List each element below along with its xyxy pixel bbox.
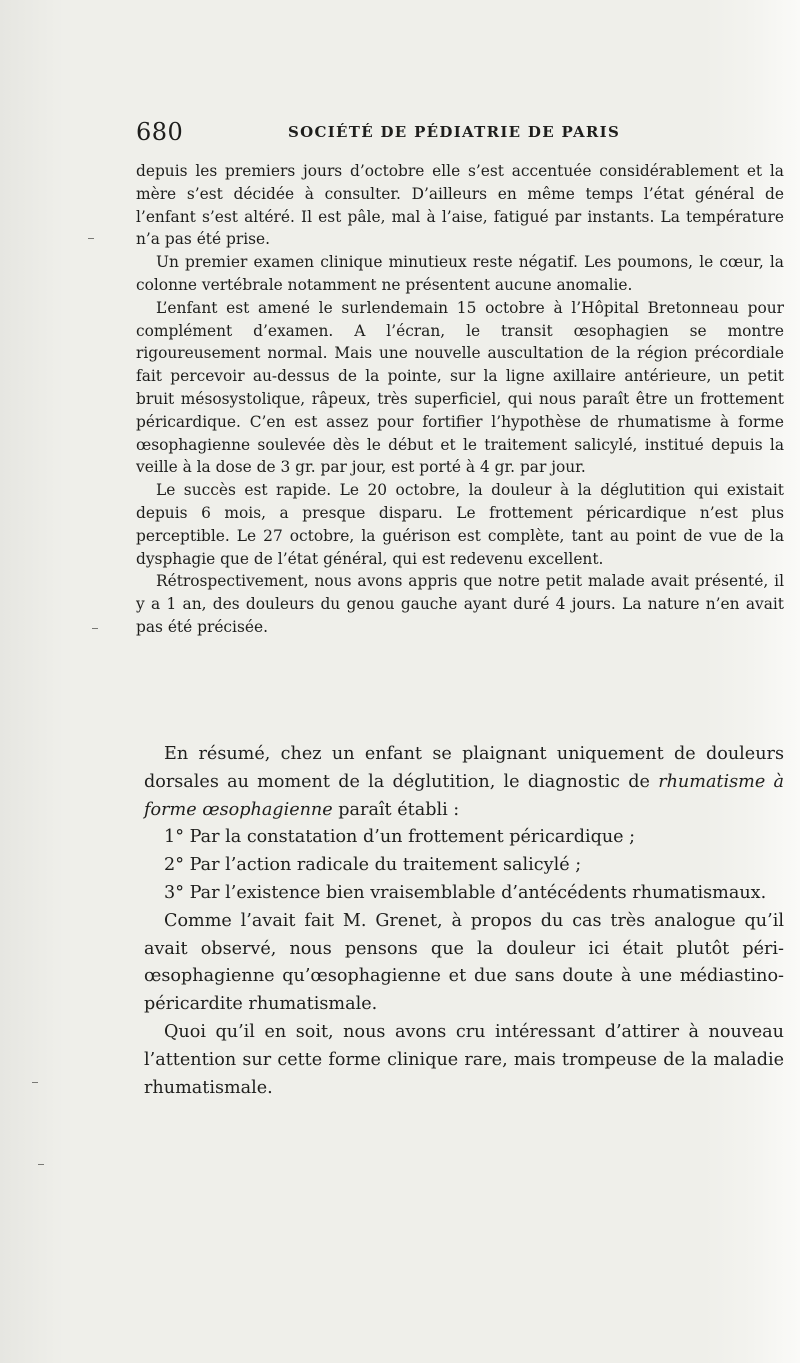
summary-end: paraît établi : (332, 799, 460, 820)
paragraph-retrospective: Rétrospectivement, nous avons appris que notre petit malade avait présenté, il y a 1 an, des douleurs du genou gauche ayant duré 4 jours. La nature n’en avait pas été précisée. (136, 572, 784, 636)
paragraph-final: Quoi qu’il en soit, nous avons cru intéressant d’attirer à nouveau l’attention sur cette forme clinique rare, mais trompeuse de la maladie rhumatismale. (144, 1021, 784, 1098)
paragraph-continuation: depuis les premiers jours d’octobre elle s’est accentuée considérablement et la mère s’est décidée à consulter. D’ailleurs en même temps l’état général de l’enfant s’est altéré. Il est pâle, mal à l’aise, fatigué par instants. La température n’a pas été prise. (136, 162, 784, 249)
summary-italic-term: rhumatisme à forme œsophagienne (144, 771, 784, 820)
margin-mark (88, 238, 94, 239)
paragraph-hospital: L’enfant est amené le surlendemain 15 octobre à l’Hôpital Bretonneau pour complément d’examen. A l’écran, le transit œsophagien se montre rigoureusement normal. Mais une nouvelle auscultation de la région précordiale fait percevoir au-dessus de la pointe, sur la ligne axillaire antérieure, un petit bruit mésosystolique, râpeux, très superficiel, qui nous paraît être un frottement péricardique. C’en est assez pour fortifier l’hypothèse de rhumatisme à forme œsophagienne soulevée dès le début et le traitement salicylé, institué depuis la veille à la dose de 3 gr. par jour, est porté à 4 gr. par jour. (136, 298, 784, 477)
paragraph-examination: Un premier examen clinique minutieux reste négatif. Les poumons, le cœur, la colonne vertébrale notamment ne présentent aucune anomalie. (136, 253, 784, 294)
margin-mark (92, 628, 98, 629)
page-header (136, 118, 784, 148)
conclusion-text (144, 741, 784, 1102)
summary-start: En résumé, chez un enfant se plaignant uniquement de douleurs dorsales au moment de la déglutition, le diagnostic de (144, 744, 784, 792)
page-number: 680 (136, 118, 184, 146)
margin-mark (38, 1164, 44, 1165)
paragraph-success: Le succès est rapide. Le 20 octobre, la douleur à la déglutition qui existait depuis 6 mois, a presque disparu. Le frottement péricardique n’est plus perceptible. Le 27 octobre, la guérison est complète, tant au point de vue de la dysphagie que de l’état général, qui est redevenu excellent. (136, 481, 784, 568)
list-item-1: 1° Par la constatation d’un frottement péricardique ; (164, 827, 636, 848)
list-item-3: 3° Par l’existence bien vraisemblable d’antécédents rhumatismaux. (164, 882, 767, 903)
running-head: SOCIÉTÉ DE PÉDIATRIE DE PARIS (288, 123, 621, 141)
margin-mark (32, 1082, 38, 1083)
case-report-text (136, 160, 784, 639)
summary-paragraph (144, 741, 784, 824)
paragraph-grenet: Comme l’avait fait M. Grenet, à propos du cas très analogue qu’il avait observé, nous pensons que la douleur ici était plutôt péri-œsophagienne qu’œsophagienne et due sans doute à une médiastino-péricardite rhumatismale. (144, 910, 784, 1015)
list-item-2: 2° Par l’action radicale du traitement salicylé ; (164, 855, 582, 876)
